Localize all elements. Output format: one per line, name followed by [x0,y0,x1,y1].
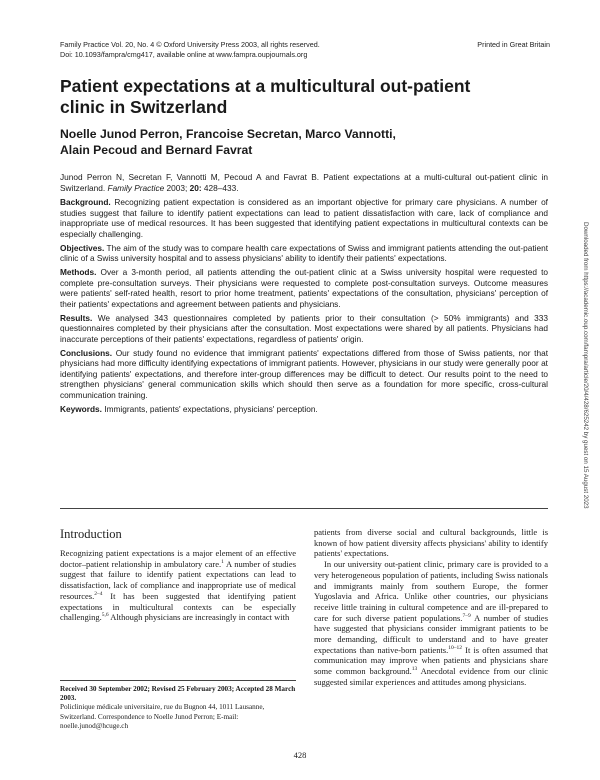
abstract-keywords: Keywords. Immigrants, patients' expectations, physicians' perception. [60,403,318,414]
footnote-divider [60,680,296,681]
title-line-1: Patient expectations at a multicultural out-patient [60,76,471,96]
citation: Junod Perron N, Secretan F, Vannotti M, Pecoud A and Favrat B. Patient expectations at a multi-cultural out-patient clinic in Switzerland. Family Practice 2003; 20: 428–433. [60,172,548,193]
page-number: 428 [293,750,307,760]
author-list [60,126,540,158]
citation-volume: 20: [189,182,202,193]
article-title [60,76,540,118]
authors-line-2: Alain Pecoud and Bernard Favrat [60,143,253,157]
printed-line: Printed in Great Britain [477,40,550,49]
journal-info [60,40,480,59]
footnote-address: Policlinique médicale universitaire, rue du Bugnon 44, 1011 Lausanne, Switzerland. Correspondence to Noelle Junod Perron; E-mail: noelle.junod@hcuge.ch [60,703,265,730]
intro-paragraph-2: In our university out-patient clinic, primary care is provided to a very heterogeneous population of patients, including Swiss nationals and immigrants mainly from southern Europe, the former Yugoslavia and Africa. Unlike other countries, our physicians receive little training in cultural competence and are ill-prepared to care for such diverse patient populations.$^{7-9}$ A number of studies have suggested that physicians consider immigrant patients to be more demanding, difficult to understand and to have greater expectations than native-born patients.$^{10-12}$ It is often assumed that communication may improve when patients and physicians share some common background.$^{13}$ Anecdotal evidence from our clinic suggested similar experiences and attitudes among physicians. [314,559,549,687]
left-column-text [60,548,296,623]
footnote-received: Received 30 September 2002; Revised 25 February 2003; Accepted 28 March 2003. [60,685,296,703]
abstract-conclusions: Conclusions. Our study found no evidence that immigrant patients' expectations differed from those of Swiss patients, nor that physicians had more difficulty identifying expectations of immigrant patients. However, physicians in our study were generally poor at identifying patients' expectations, and therefore inter-group differences may be difficult to detect. Our results point to the need to strengthen physicians' general communication skills which should then serve as a foundation for more specific, cross-cultural communication training. [60,347,548,401]
title-line-2: clinic in Switzerland [60,97,228,117]
abstract-methods: Methods. Over a 3-month period, all patients attending the out-patient clinic at a Swiss university hospital were requested to complete pre-consultation surveys. Their physicians were requested to complete post-consultation surveys. Outcome measures were patients' self-rated health, resort to prior home treatment, patients' expectations of the consultation, physicians' perception of their patients' expectations and agreement between patients and physicians. [60,267,548,309]
journal-line: Family Practice Vol. 20, No. 4 © Oxford University Press 2003, all rights reserved. [60,40,320,49]
section-heading-introduction: Introduction [60,527,122,541]
footnote [60,685,296,731]
abstract-results: Results. We analysed 343 questionnaires completed by patients prior to their consultation (> 50% immigrants) and 333 questionnaires completed by their physicians after the consultation. Most expectations were shared by all patients. Physicians had inaccurate perceptions of their patients' expectations, regardless of patients' origin. [60,312,548,344]
intro-paragraph-1: Recognizing patient expectations is a major element of an effective doctor–patient relationship in ambulatory care.$^1$ A number of studies suggest that failure to identify patient expectations can lead to dissatisfaction, lack of compliance and inappropriate use of medical resources.$^{2-4}$ It has been suggested that identifying patient expectations in multicultural contexts can be especially challenging.$^{5,6}$ Although physicians are increasingly in contact with [60,548,296,623]
citation-journal: Family Practice [107,182,165,193]
abstract [60,172,548,418]
intro-paragraph-1-continued: patients from diverse social and cultural backgrounds, little is known of how patient diversity affects physicians' ability to identify patients' expectations. [314,527,548,559]
download-notice: Downloaded from https://academic.oup.com/fampra/article/20/4/428/625242 by guest on 15 August 2023 [582,222,589,509]
abstract-divider [60,508,548,509]
abstract-background: Background. Recognizing patient expectation is considered as an important objective for primary care physicians. A number of studies suggest that failure to identify patient expectations can lead to patient dissatisfaction with care, lack of compliance and inappropriate use of medical resources. It has been suggested that identifying patient expectations in multicultural contexts can be especially challenging. [60,197,548,239]
right-column-text [314,527,548,688]
abstract-objectives: Objectives. The aim of the study was to compare health care expectations of Swiss and immigrant patients attending the out-patient clinic of a Swiss university hospital and to assess physicians' ability to identify their patients' expectations. [60,242,548,264]
doi-line: Doi: 10.1093/fampra/cmg417, available online at www.fampra.oupjournals.org [60,49,308,59]
authors-line-1: Noelle Junod Perron, Francoise Secretan, Marco Vannotti, [60,127,396,141]
